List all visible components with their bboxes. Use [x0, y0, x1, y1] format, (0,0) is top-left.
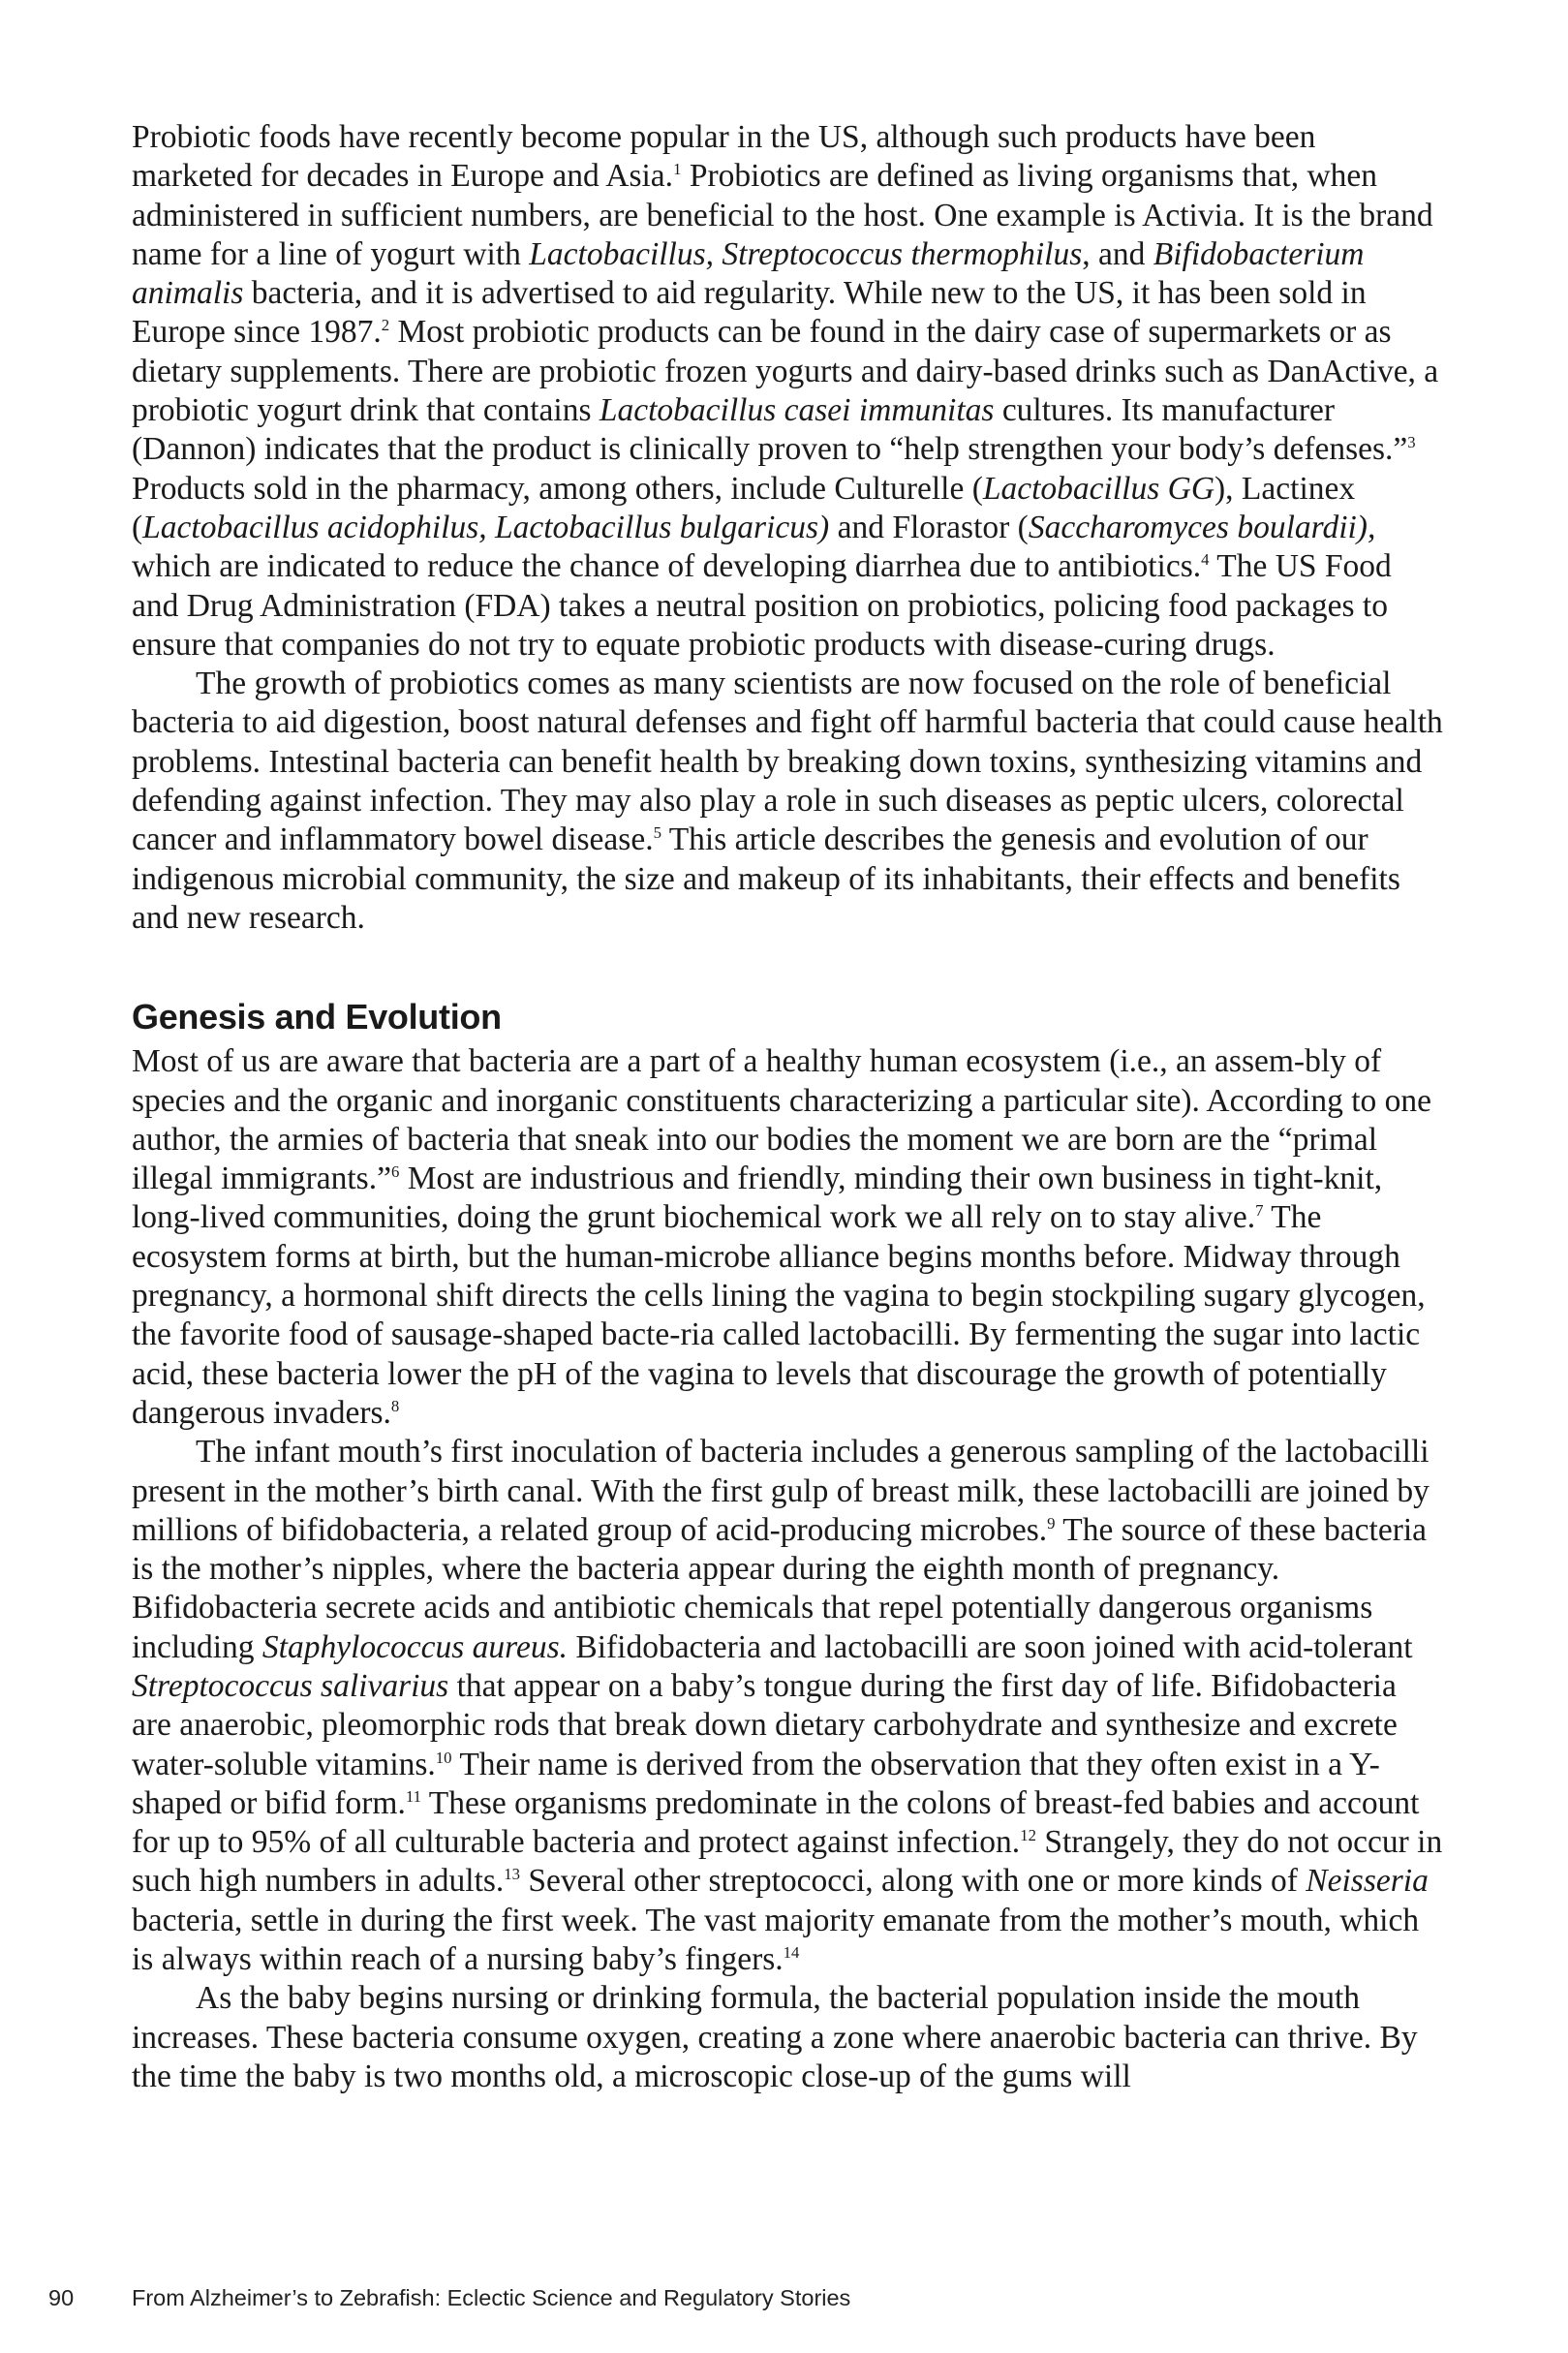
- footnote-ref: 7: [1255, 1201, 1264, 1221]
- section-paragraph-2: The infant mouth’s first inoculation of bacteria includes a generous sampling of the lactobacilli present in the mother’s birth canal. With the first gulp of breast milk, these lactobacilli are joined by millions of bifidobacteria, a related group of acid-producing microbes.$^9$ The source of these bacteria is the mother’s nipples, where the bacteria appear during the eighth month of pregnancy. Bifidobacteria secrete acids and antibiotic chemicals that repel potentially dangerous organisms including Staphylococcus aureus. Bifidobacteria and lactobacilli are soon joined with acid-tolerant Streptococcus salivarius that appear on a baby’s tongue during the first day of life. Bifidobacteria are anaerobic, pleomorphic rods that break down dietary carbohydrate and synthesize and excrete water-soluble vitamins.$^{10}$ Their name is derived from the observation that they often exist in a Y-shaped or bifid form.$^{11}$ These organisms predominate in the colons of breast-fed babies and account for up to 95% of all culturable bacteria and protect against infection.$^{12}$ Strangely, they do not occur in such high numbers in adults.$^{13}$ Several other streptococci, along with one or more kinds of Neisseria bacteria, settle in during the first week. The vast majority emanate from the mother’s mouth, which is always within reach of a nursing baby’s fingers.$^{14}$: [132, 1434, 1443, 1978]
- italic-term: Neisseria: [1306, 1863, 1429, 1900]
- italic-term: Bifidobacterium animalis: [132, 235, 1365, 312]
- footnote-ref: 14: [783, 1942, 800, 1962]
- italic-term: Lactobacillus, Streptococcus thermophilus: [529, 235, 1083, 272]
- section-paragraph-3: As the baby begins nursing or drinking formula, the bacterial population inside the mouth increases. These bacteria consume oxygen, creating a zone where anaerobic bacteria can thrive. By the time the baby is two months old, a microscopic close-up of the gums will: [132, 1980, 1418, 2094]
- italic-term: Lactobacillus casei immunitas: [599, 392, 995, 429]
- book-title: From Alzheimer’s to Zebrafish: Eclectic Science and Regulatory Stories: [132, 2285, 851, 2310]
- page-body: [132, 118, 1443, 2096]
- footnote-ref: 6: [390, 1161, 400, 1181]
- footnote-ref: 10: [435, 1748, 452, 1767]
- page-number: 90: [48, 2285, 75, 2310]
- footnote-ref: 4: [1201, 550, 1210, 570]
- footnote-ref: 12: [1020, 1826, 1036, 1845]
- footnote-ref: 13: [504, 1865, 521, 1884]
- section-heading: Genesis and Evolution: [132, 997, 502, 1037]
- italic-term: Saccharomyces boulardii),: [1028, 509, 1376, 545]
- italic-term: Streptococcus salivarius: [132, 1667, 449, 1704]
- footnote-ref: 11: [405, 1786, 421, 1806]
- italic-term: Lactobacillus GG: [982, 470, 1215, 507]
- footnote-ref: 3: [1407, 433, 1416, 452]
- intro-paragraph-1: Probiotic foods have recently become popular in the US, although such products have been marketed for decades in Europe and Asia.$^1$ Probiotics are defined as living organisms that, when administered in sufficient numbers, are beneficial to the host. One example is Activia. It is the brand name for a line of yogurt with Lactobacillus, Streptococcus thermophilus, and Bifidobacterium animalis bacteria, and it is advertised to aid regularity. While new to the US, it has been sold in Europe since 1987.$^2$ Most probiotic products can be found in the dairy case of supermarkets or as dietary supplements. There are probiotic frozen yogurts and dairy-based drinks such as DanActive, a probiotic yogurt drink that contains Lactobacillus casei immunitas cultures. Its manufacturer (Dannon) indicates that the product is clinically proven to “help strengthen your body’s defenses.”$^3$ Products sold in the pharmacy, among others, include Culturelle (Lactobacillus GG), Lactinex (Lactobacillus acidophilus, Lactobacillus bulgaricus) and Florastor (Saccharomyces boulardii), which are indicated to reduce the chance of developing diarrhea due to antibiotics.$^4$ The US Food and Drug Administration (FDA) takes a neutral position on probiotics, policing food packages to ensure that companies do not try to equate probiotic products with disease-curing drugs.: [132, 119, 1439, 663]
- footnote-ref: 5: [653, 823, 661, 843]
- italic-term: Staphylococcus aureus.: [261, 1628, 568, 1665]
- footnote-ref: 2: [381, 316, 390, 335]
- intro-paragraph-2: The growth of probiotics comes as many scientists are now focused on the role of beneficial bacteria to aid digestion, boost natural defenses and fight off harmful bacteria that could cause health problems. Intestinal bacteria can benefit health by breaking down toxins, synthesizing vitamins and defending against infection. They may also play a role in such diseases as peptic ulcers, colorectal cancer and inflammatory bowel disease.$^5$ This article describes the genesis and evolution of our indigenous microbial community, the size and makeup of its inhabitants, their effects and benefits and new research.: [132, 666, 1443, 936]
- italic-term: Lactobacillus acidophilus, Lactobacillus bulgaricus): [142, 509, 830, 545]
- section-paragraph-1: Most of us are aware that bacteria are a part of a healthy human ecosystem (i.e., an assem-bly of species and the organic and inorganic constituents characterizing a particular site). According to one author, the armies of bacteria that sneak into our bodies the moment we are born are the “primal illegal immigrants.”$^6$ Most are industrious and friendly, minding their own business in tight-knit, long-lived communities, doing the grunt biochemical work we all rely on to stay alive.$^7$ The ecosystem forms at birth, but the human-microbe alliance begins months before. Midway through pregnancy, a hormonal shift directs the cells lining the vagina to begin stockpiling sugary glycogen, the favorite food of sausage-shaped bacte-ria called lactobacilli. By fermenting the sugar into lactic acid, these bacteria lower the pH of the vagina to levels that discourage the growth of potentially dangerous invaders.$^8$: [132, 1043, 1431, 1431]
- footnote-ref: 9: [1047, 1513, 1056, 1533]
- footnote-ref: 1: [673, 160, 682, 179]
- footnote-ref: 8: [390, 1396, 400, 1415]
